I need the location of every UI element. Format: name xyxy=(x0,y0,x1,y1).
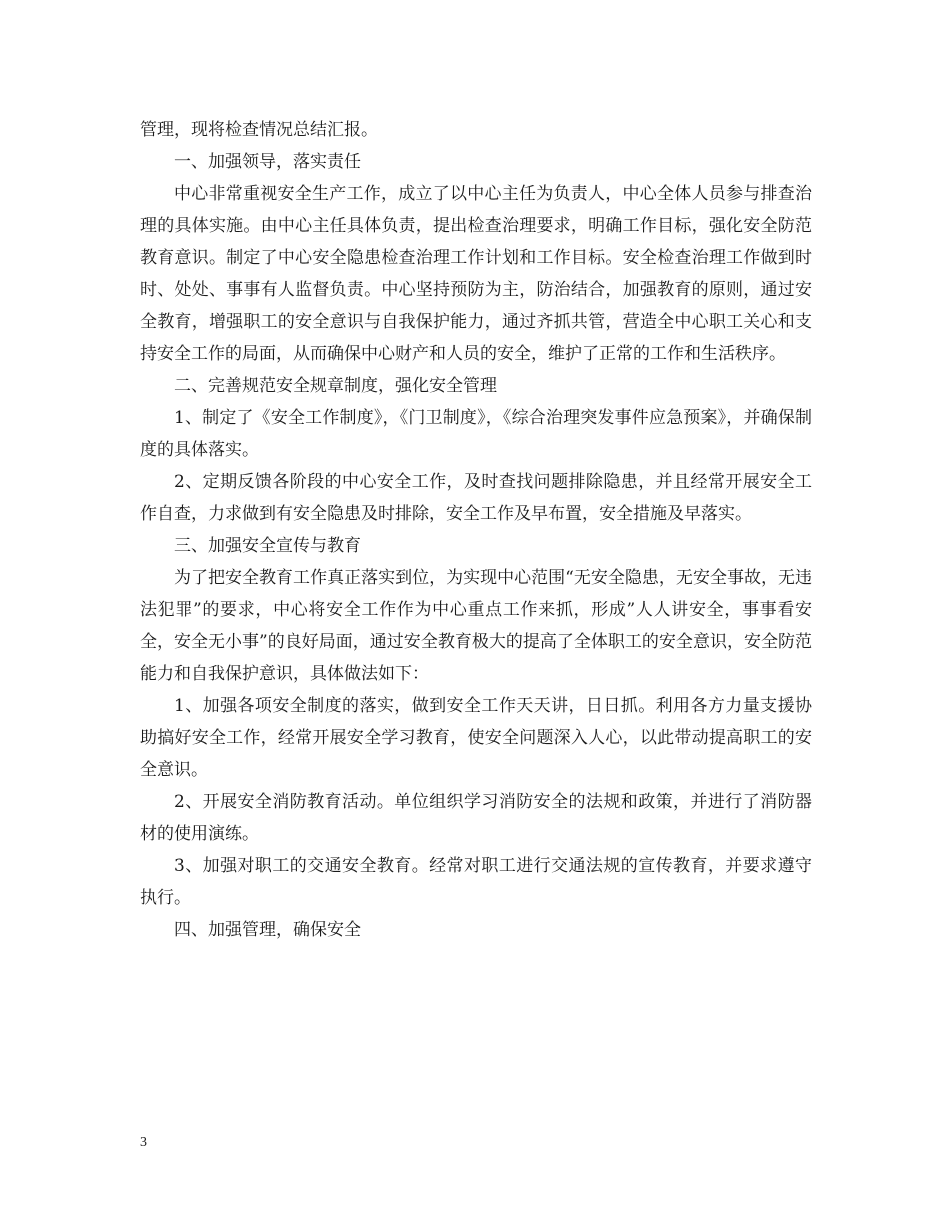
paragraph-leadership: 中心非常重视安全生产工作，成立了以中心主任为负责人，中心全体人员参与排查治理的具体实施。由中心主任具体负责，提出检查治理要求，明确工作目标，强化安全防范教育意识。制定了中心安全隐患检查治理工作计划和工作目标。安全检查治理工作做到时时、处处、事事有人监督负责。中心坚持预防为主，防治结合，加强教育的原则，通过安全教育，增强职工的安全意识与自我保护能力，通过齐抓共管，营造全中心职工关心和支持安全工作的局面，从而确保中心财产和人员的安全，维护了正常的工作和生活秩序。 xyxy=(140,184,812,364)
paragraph-education-2: 2、开展安全消防教育活动。单位组织学习消防安全的法规和政策，并进行了消防器材的使用演练。 xyxy=(140,792,812,844)
section-heading-management: 四、加强管理，确保安全 xyxy=(174,920,361,940)
paragraph-regulations-2: 2、定期反馈各阶段的中心安全工作，及时查找问题排除隐患，并且经常开展安全工作自查，力求做到有安全隐患及时排除，安全工作及早布置，安全措施及早落实。 xyxy=(140,472,812,524)
section-heading-education: 三、加强安全宣传与教育 xyxy=(174,536,361,556)
section-heading-leadership: 一、加强领导，落实责任 xyxy=(174,152,361,172)
paragraph-regulations-1: 1、制定了《安全工作制度》，《门卫制度》，《综合治理突发事件应急预案》，并确保制度的具体落实。 xyxy=(140,408,812,460)
paragraph-education-intro: 为了把安全教育工作真正落实到位，为实现中心范围“无安全隐患，无安全事故，无违法犯罪”的要求，中心将安全工作作为中心重点工作来抓，形成”人人讲安全，事事看安全，安全无小事”的良好局面，通过安全教育极大的提高了全体职工的安全意识，安全防范能力和自我保护意识，具体做法如下： xyxy=(140,568,812,684)
paragraph-education-1: 1、加强各项安全制度的落实，做到安全工作天天讲，日日抓。利用各方力量支援协助搞好安全工作，经常开展安全学习教育，使安全问题深入人心，以此带动提高职工的安全意识。 xyxy=(140,696,812,780)
section-heading-regulations: 二、完善规范安全规章制度，强化安全管理 xyxy=(174,376,497,396)
document-body xyxy=(140,114,812,946)
page-number: 3 xyxy=(140,1135,147,1150)
paragraph-continuation: 管理，现将检查情况总结汇报。 xyxy=(140,120,378,140)
paragraph-education-3: 3、加强对职工的交通安全教育。经常对职工进行交通法规的宣传教育，并要求遵守执行。 xyxy=(140,856,812,908)
